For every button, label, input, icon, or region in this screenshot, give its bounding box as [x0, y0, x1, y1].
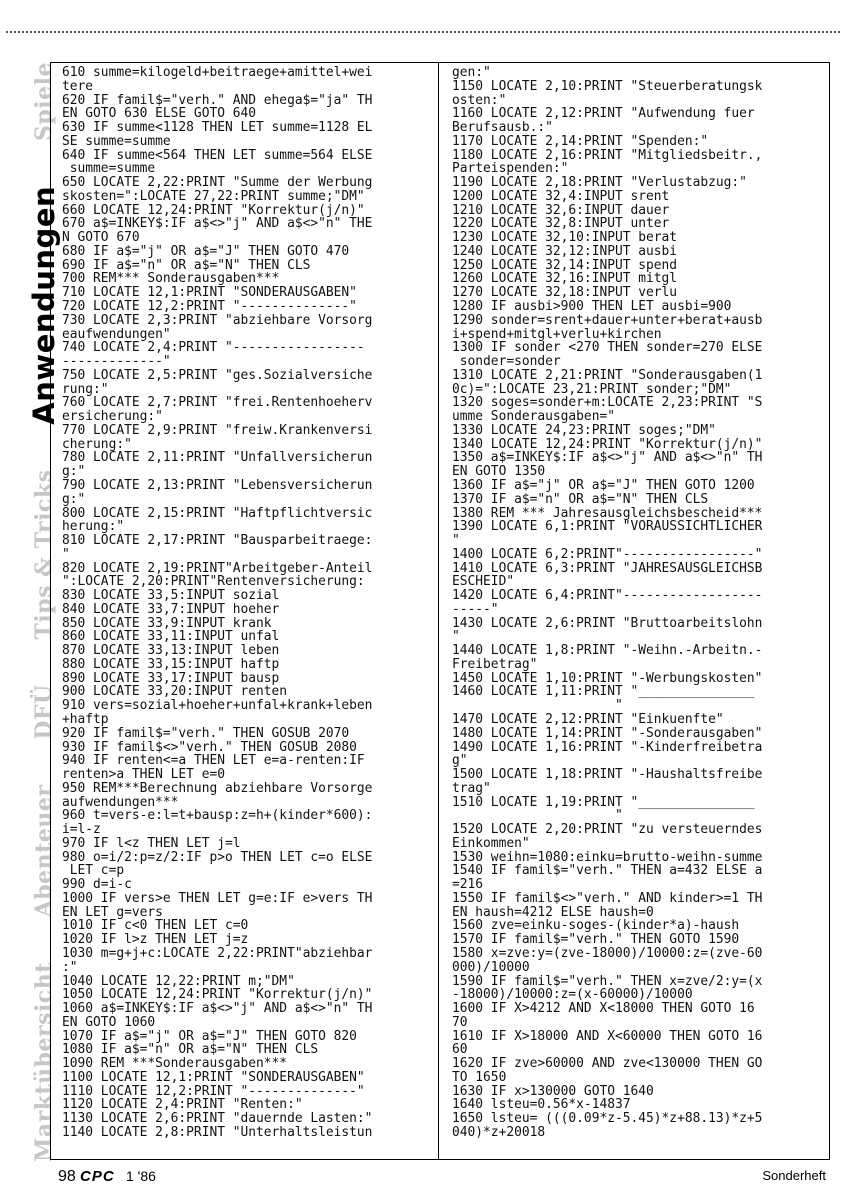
code-line: 1650 lsteu= (((0.09*z-5.45)*z+88.13)*z+5: [452, 1111, 763, 1127]
section-tab-marktuebersicht: Marktübersicht: [31, 962, 57, 1162]
code-line: 1570 IF famil$="verh." THEN GOTO 1590: [452, 932, 740, 948]
code-line: EN GOTO 630 ELSE GOTO 640: [62, 106, 257, 122]
code-line: N GOTO 670: [62, 230, 140, 246]
code-line: 040)*z+20018: [452, 1124, 546, 1140]
code-line: 1090 REM ***Sonderausgaben***: [62, 1056, 288, 1072]
code-line: 900 LOCATE 33,20:INPUT renten: [62, 684, 288, 700]
code-line: 1420 LOCATE 6,4:PRINT"------------------: [452, 588, 763, 604]
code-line: i=l-z: [62, 822, 101, 838]
code-line: 1250 LOCATE 32,14:INPUT spend: [452, 257, 678, 273]
code-line: EN LET g=vers: [62, 904, 163, 920]
code-line: tere: [62, 78, 94, 94]
listing-right-column: [452, 66, 826, 1140]
code-line: 970 IF l<z THEN LET j=l: [62, 835, 241, 851]
code-line: 940 IF renten<=a THEN LET e=a-renten:IF: [62, 753, 365, 769]
code-line: 820 LOCATE 2,19:PRINT"Arbeitgeber-Anteil: [62, 560, 373, 576]
code-line: 1220 LOCATE 32,8:INPUT unter: [452, 216, 670, 232]
code-line: 780 LOCATE 2,11:PRINT "Unfallversicherun: [62, 450, 373, 466]
code-line: Freibetrag": [452, 656, 538, 672]
code-line: :": [62, 959, 78, 975]
code-line: 910 vers=sozial+hoeher+unfal+krank+leben: [62, 698, 373, 714]
code-line: EN haush=4212 ELSE haush=0: [452, 904, 654, 920]
code-line: skosten=":LOCATE 27,22:PRINT summe;"DM": [62, 188, 365, 204]
code-line: 1640 lsteu=0.56*x-14837: [452, 1097, 631, 1113]
code-line: 1450 LOCATE 1,10:PRINT "-Werbungskosten": [452, 670, 763, 686]
code-line: 720 LOCATE 12,2:PRINT "--------------": [62, 299, 357, 315]
code-line: 1050 LOCATE 12,24:PRINT "Korrektur(j/n)": [62, 987, 373, 1003]
code-line: 1540 IF famil$="verh." THEN a=432 ELSE a: [452, 863, 763, 879]
code-line: 870 LOCATE 33,13:INPUT leben: [62, 643, 280, 659]
code-line: 1390 LOCATE 6,1:PRINT "VORAUSSICHTLICHER: [452, 519, 763, 535]
code-line: ESCHEID": [452, 574, 515, 590]
code-line: 0c)=":LOCATE 23,21:PRINT sonder;"DM": [452, 381, 732, 397]
top-dotted-rule: [6, 31, 842, 33]
code-line: 1180 LOCATE 2,16:PRINT "Mitgliedsbeitr.,: [452, 147, 763, 163]
code-line: trag": [452, 780, 491, 796]
code-line: i+spend+mitgl+verlu+kirchen: [452, 326, 662, 342]
code-line: 830 LOCATE 33,5:INPUT sozial: [62, 588, 280, 604]
code-line: 640 IF summe<564 THEN LET summe=564 ELSE: [62, 147, 373, 163]
code-line: 1460 LOCATE 1,11:PRINT "_______________: [452, 684, 755, 700]
code-line: 1060 a$=INKEY$:IF a$<>"j" AND a$<>"n" TH: [62, 1001, 373, 1017]
code-line: 1200 LOCATE 32,4:INPUT srent: [452, 188, 670, 204]
code-line: ": [452, 698, 623, 714]
code-line: 1330 LOCATE 24,23:PRINT soges;"DM": [452, 422, 716, 438]
code-line: EN GOTO 1060: [62, 1014, 156, 1030]
code-line: 700 REM*** Sonderausgaben***: [62, 271, 280, 287]
code-line: Parteispenden:": [452, 161, 569, 177]
code-line: 1260 LOCATE 32,16:INPUT mitgl: [452, 271, 678, 287]
code-line: 1430 LOCATE 2,6:PRINT "Bruttoarbeitslohn: [452, 615, 763, 631]
code-line: ":LOCATE 2,20:PRINT"Rentenversicherung:: [62, 574, 365, 590]
section-tab-spiele: Spiele: [31, 62, 57, 141]
code-line: g:": [62, 491, 86, 507]
code-line: ersicherung:": [62, 409, 163, 425]
code-line: 920 IF famil$="verh." THEN GOSUB 2070: [62, 725, 350, 741]
code-line: sonder=sonder: [452, 354, 561, 370]
code-line: ": [452, 808, 623, 824]
code-line: -----": [452, 601, 499, 617]
code-line: 1140 LOCATE 2,8:PRINT "Unterhaltsleistun: [62, 1124, 373, 1140]
code-line: g": [452, 753, 468, 769]
code-line: 1030 m=g+j+c:LOCATE 2,22:PRINT"abziehbar: [62, 946, 373, 961]
code-line: 1500 LOCATE 1,18:PRINT "-Haushaltsfreibe: [452, 767, 763, 783]
code-line: 1510 LOCATE 1,19:PRINT "_______________: [452, 794, 755, 810]
code-line: 710 LOCATE 12,1:PRINT "SONDERAUSGABEN": [62, 285, 357, 301]
code-line: 960 t=vers-e:l=t+bausp:z=h+(kinder*600):: [62, 808, 373, 824]
code-line: EN GOTO 1350: [452, 464, 546, 480]
code-line: 1110 LOCATE 12,2:PRINT "--------------": [62, 1083, 365, 1099]
code-line: 1440 LOCATE 1,8:PRINT "-Weihn.-Arbeitn.-: [452, 643, 763, 659]
code-line: 840 LOCATE 33,7:INPUT hoeher: [62, 601, 280, 617]
code-line: 1230 LOCATE 32,10:INPUT berat: [452, 230, 678, 246]
code-line: 1290 sonder=srent+dauer+unter+berat+ausb: [452, 312, 763, 328]
code-line: 810 LOCATE 2,17:PRINT "Bausparbeitraege:: [62, 533, 373, 549]
code-line: 1590 IF famil$="verh." THEN x=zve/2:y=(x: [452, 973, 763, 989]
column-divider: [438, 62, 439, 1160]
code-line: umme Sonderausgaben=": [452, 409, 615, 425]
code-line: 1150 LOCATE 2,10:PRINT "Steuerberatungsk: [452, 78, 763, 94]
code-line: 1520 LOCATE 2,20:PRINT "zu versteuerndes: [452, 822, 763, 838]
code-line: 610 summe=kilogeld+beitraege+amittel+wei: [62, 65, 373, 80]
code-line: ": [452, 533, 460, 549]
code-line: g:": [62, 464, 86, 480]
code-line: 1340 LOCATE 12,24:PRINT "Korrektur(j/n)": [452, 436, 763, 452]
code-line: 680 IF a$="j" OR a$="J" THEN GOTO 470: [62, 243, 350, 259]
code-line: Berufsausb.:": [452, 120, 553, 136]
code-line: 1630 IF x>130000 GOTO 1640: [452, 1083, 654, 1099]
code-line: 1070 IF a$="j" OR a$="J" THEN GOTO 820: [62, 1028, 357, 1044]
code-line: 1350 a$=INKEY$:IF a$<>"j" AND a$<>"n" TH: [452, 450, 763, 466]
code-line: 1280 IF ausbi>900 THEN LET ausbi=900: [452, 299, 732, 315]
code-line: 890 LOCATE 33,17:INPUT bausp: [62, 670, 280, 686]
code-line: 1240 LOCATE 32,12:INPUT ausbi: [452, 243, 678, 259]
code-line: 760 LOCATE 2,7:PRINT "frei.Rentenhoeherv: [62, 395, 373, 411]
code-line: 1370 IF a$="n" OR a$="N" THEN CLS: [452, 491, 709, 507]
code-line: 1130 LOCATE 2,6:PRINT "dauernde Lasten:": [62, 1111, 373, 1127]
code-line: 660 LOCATE 12,24:PRINT "Korrektur(j/n)": [62, 202, 365, 218]
code-line: 790 LOCATE 2,13:PRINT "Lebensversicherun: [62, 477, 373, 493]
code-line: 690 IF a$="n" OR a$="N" THEN CLS: [62, 257, 311, 273]
code-line: 1270 LOCATE 32,18:INPUT verlu: [452, 285, 678, 301]
code-line: 930 IF famil$<>"verh." THEN GOSUB 2080: [62, 739, 357, 755]
code-line: cherung:": [62, 436, 132, 452]
section-sidebar: [0, 62, 61, 1162]
code-line: 1190 LOCATE 2,18:PRINT "Verlustabzug:": [452, 175, 747, 191]
section-tab-tips-tricks: Tips & Tricks: [31, 469, 57, 640]
code-line: 1610 IF X>18000 AND X<60000 THEN GOTO 16: [452, 1028, 763, 1044]
code-line: 620 IF famil$="verh." AND ehega$="ja" TH: [62, 92, 373, 108]
code-line: 1470 LOCATE 2,12:PRINT "Einkuenfte": [452, 711, 724, 727]
section-tab-dfue: DFÜ: [31, 684, 57, 740]
code-line: 670 a$=INKEY$:IF a$<>"j" AND a$<>"n" THE: [62, 216, 373, 232]
code-line: rung:": [62, 381, 109, 397]
code-line: 1160 LOCATE 2,12:PRINT "Aufwendung fuer: [452, 106, 755, 122]
code-line: 1530 weihn=1080:einku=brutto-weihn-summe: [452, 849, 763, 865]
code-line: 1550 IF famil$<>"verh." AND kinder>=1 TH: [452, 890, 763, 906]
code-line: 1620 IF zve>60000 AND zve<130000 THEN GO: [452, 1056, 763, 1072]
code-line: -18000)/10000:z=(x-60000)/10000: [452, 987, 693, 1003]
code-line: 1410 LOCATE 6,3:PRINT "JAHRESAUSGLEICHSB: [452, 560, 763, 576]
code-line: 1010 IF c<0 THEN LET c=0: [62, 918, 249, 934]
code-line: 60: [452, 1042, 468, 1058]
code-line: 1320 soges=sonder+m:LOCATE 2,23:PRINT "S: [452, 395, 763, 411]
section-tab-abenteuer: Abenteuer: [31, 784, 57, 918]
code-line: 950 REM***Berechnung abziehbare Vorsorge: [62, 780, 373, 796]
code-line: 1020 IF l>z THEN LET j=z: [62, 932, 249, 948]
code-line: eaufwendungen": [62, 326, 171, 342]
code-line: -------------": [62, 354, 171, 370]
code-line: 1120 LOCATE 2,4:PRINT "Renten:": [62, 1097, 303, 1113]
code-line: LET c=p: [62, 863, 125, 879]
code-line: 1100 LOCATE 12,1:PRINT "SONDERAUSGABEN": [62, 1069, 365, 1085]
code-line: 1310 LOCATE 2,21:PRINT "Sonderausgaben(1: [452, 367, 763, 383]
code-line: renten>a THEN LET e=0: [62, 767, 225, 783]
code-line: aufwendungen***: [62, 794, 179, 810]
code-line: osten:": [452, 92, 507, 108]
code-line: 1300 IF sonder <270 THEN sonder=270 ELSE: [452, 340, 763, 356]
code-line: 1040 LOCATE 12,22:PRINT m;"DM": [62, 973, 295, 989]
edition-label: Sonderheft: [762, 1168, 826, 1183]
code-line: +haftp: [62, 711, 109, 727]
code-line: 1210 LOCATE 32,6:INPUT dauer: [452, 202, 670, 218]
section-tab-anwendungen: Anwendungen: [27, 185, 61, 425]
code-line: 1400 LOCATE 6,2:PRINT"-----------------": [452, 546, 763, 562]
code-line: 630 IF summe<1128 THEN LET summe=1128 EL: [62, 120, 373, 136]
magazine-logo: CPC: [80, 1168, 115, 1185]
code-line: 000)/10000: [452, 959, 530, 975]
code-line: herung:": [62, 519, 125, 535]
code-line: 70: [452, 1014, 468, 1030]
code-line: 1600 IF X>4212 AND X<18000 THEN GOTO 16: [452, 1001, 755, 1017]
code-line: ": [452, 629, 460, 645]
code-line: 730 LOCATE 2,3:PRINT "abziehbare Vorsorg: [62, 312, 373, 328]
code-line: 1480 LOCATE 1,14:PRINT "-Sonderausgaben": [452, 725, 763, 741]
code-line: 750 LOCATE 2,5:PRINT "ges.Sozialversiche: [62, 367, 373, 383]
code-line: 990 d=i-c: [62, 877, 132, 893]
code-line: Einkommen": [452, 835, 530, 851]
listing-left-column: [62, 66, 434, 1140]
code-line: 850 LOCATE 33,9:INPUT krank: [62, 615, 272, 631]
code-line: 1080 IF a$="n" OR a$="N" THEN CLS: [62, 1042, 319, 1058]
code-line: 880 LOCATE 33,15:INPUT haftp: [62, 656, 280, 672]
code-line: ": [62, 546, 70, 562]
code-line: 860 LOCATE 33,11:INPUT unfal: [62, 629, 280, 645]
code-line: 800 LOCATE 2,15:PRINT "Haftpflichtversic: [62, 505, 373, 521]
code-line: gen:": [452, 65, 491, 80]
code-line: TO 1650: [452, 1069, 507, 1085]
code-line: 980 o=i/2:p=z/2:IF p>o THEN LET c=o ELSE: [62, 849, 373, 865]
code-line: =216: [452, 877, 484, 893]
code-line: 1580 x=zve:y=(zve-18000)/10000:z=(zve-60: [452, 946, 763, 961]
code-line: 1380 REM *** Jahresausgleichsbescheid***: [452, 505, 763, 521]
page-number: 98: [58, 1168, 76, 1185]
code-line: 1490 LOCATE 1,16:PRINT "-Kinderfreibetra: [452, 739, 763, 755]
code-line: summe=summe: [62, 161, 156, 177]
code-line: 1000 IF vers>e THEN LET g=e:IF e>vers TH: [62, 890, 373, 906]
code-line: 740 LOCATE 2,4:PRINT "-----------------: [62, 340, 365, 356]
code-line: 1560 zve=einku-soges-(kinder*a)-haush: [452, 918, 740, 934]
code-line: 1170 LOCATE 2,14:PRINT "Spenden:": [452, 133, 709, 149]
code-line: 1360 IF a$="j" OR a$="J" THEN GOTO 1200: [452, 477, 755, 493]
code-line: SE summe=summe: [62, 133, 171, 149]
code-line: 770 LOCATE 2,9:PRINT "freiw.Krankenversi: [62, 422, 373, 438]
code-line: 650 LOCATE 2,22:PRINT "Summe der Werbung: [62, 175, 373, 191]
issue-label: 1 '86: [126, 1168, 156, 1184]
